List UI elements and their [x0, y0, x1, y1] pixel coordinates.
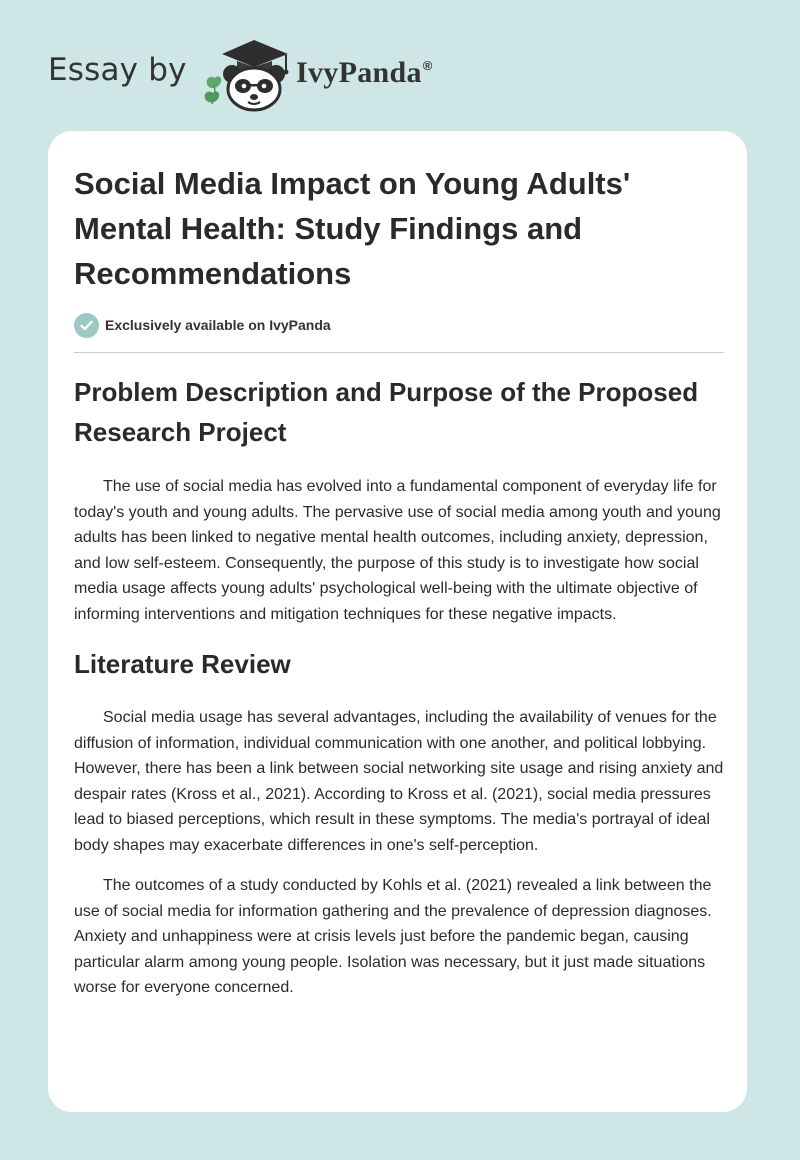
registered-mark: ® — [422, 58, 433, 73]
brand-name[interactable] — [296, 56, 433, 90]
essay-title: Social Media Impact on Young Adults' Mental Health: Study Findings and Recommendations — [74, 166, 631, 291]
section-heading-literature: Literature Review — [74, 649, 291, 679]
paragraph-literature-2: The outcomes of a study conducted by Kohls et al. (2021) revealed a link between the use of social media for information gathering and the prevalence of depression diagnoses. Anxiety and unhappiness were at crisis levels just before the pandemic began, causing particular alarm among young people. Isolation was necessary, but it just made situations worse for everyone concerned. — [74, 877, 712, 996]
essay-card — [48, 131, 747, 1112]
title-divider — [74, 352, 724, 353]
essay-content — [74, 161, 724, 1001]
paragraph-problem: The use of social media has evolved into a fundamental component of everyday life for today's youth and young adults. The pervasive use of social media among youth and young adults has been linked to negative mental health outcomes, including anxiety, depression, and low self-esteem. Consequently, the purpose of this study is to investigate how social media usage affects young adults' psychological well-being with the ultimate objective of informing interventions and mitigation techniques for these negative impacts. — [74, 478, 721, 623]
exclusive-badge — [74, 312, 724, 338]
ivypanda-logo-icon[interactable] — [202, 34, 298, 112]
essay-by-label: Essay by — [48, 52, 187, 88]
site-header — [48, 30, 488, 110]
check-circle-icon — [74, 313, 99, 338]
brand-name-text: IvyPanda — [296, 56, 422, 89]
section-heading-problem: Problem Description and Purpose of the Proposed Research Project — [74, 377, 699, 447]
paragraph-literature-1: Social media usage has several advantages, including the availability of venues for the diffusion of information, individual communication with one another, and political lobbying. However, there has been a link between social networking site usage and rising anxiety and despair rates (Kross et al., 2021). According to Kross et al. (2021), social media pressures lead to biased perceptions, which result in these symptoms. The media's portrayal of ideal body shapes may exacerbate differences in one's self-perception. — [74, 709, 724, 854]
exclusive-badge-text: Exclusively available on IvyPanda — [105, 317, 331, 333]
